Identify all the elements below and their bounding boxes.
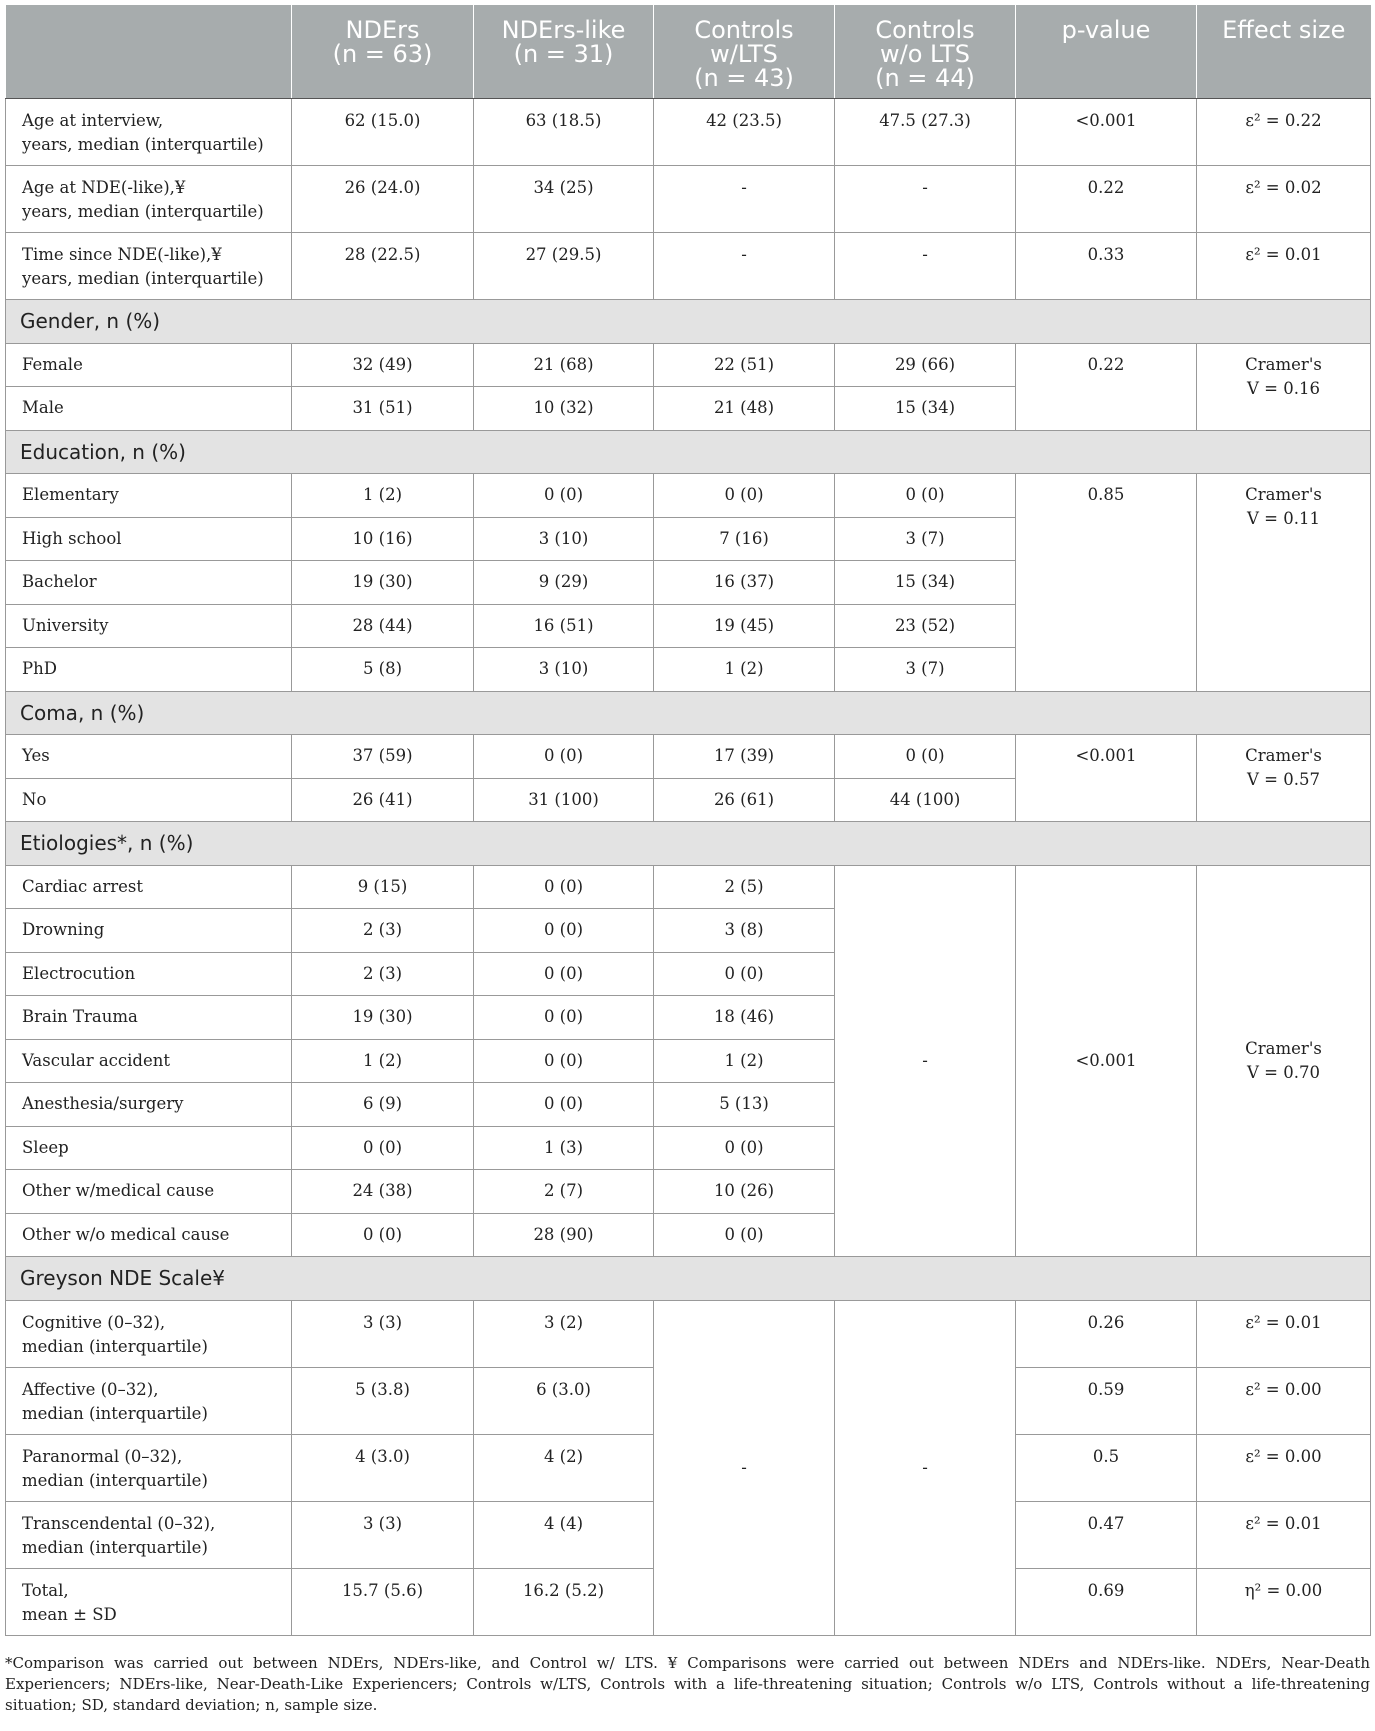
cell: 0.33 (1016, 233, 1197, 300)
cell: 5 (13) (654, 1083, 835, 1127)
cell: 19 (30) (292, 996, 474, 1040)
cell: 4 (3.0) (292, 1434, 474, 1501)
section-title: Etiologies*, n (%) (6, 822, 1371, 866)
cell-effect: Cramer's V = 0.16 (1197, 343, 1371, 430)
cell-effect: ε² = 0.01 (1197, 1501, 1371, 1568)
row-label: Brain Trauma (6, 996, 292, 1040)
cell: 3 (7) (835, 648, 1016, 692)
cell: 3 (10) (474, 648, 654, 692)
cell: 17 (39) (654, 735, 835, 779)
cell: 0 (0) (654, 1213, 835, 1257)
cell: 24 (38) (292, 1170, 474, 1214)
section-title: Education, n (%) (6, 430, 1371, 474)
cell: 0 (0) (474, 865, 654, 909)
cell: 3 (8) (654, 909, 835, 953)
row-label: Age at NDE(-like),¥ years, median (interquartile) (6, 166, 292, 233)
row-label: Bachelor (6, 561, 292, 605)
cell: 0 (0) (654, 952, 835, 996)
cell: 0 (0) (835, 735, 1016, 779)
cell: 10 (32) (474, 387, 654, 431)
cell: 0 (0) (474, 1039, 654, 1083)
cell-pvalue: <0.001 (1016, 735, 1197, 822)
row-label: Cognitive (0–32), median (interquartile) (6, 1300, 292, 1367)
cell-effect: Cramer's V = 0.57 (1197, 735, 1371, 822)
cell: ε² = 0.22 (1197, 99, 1371, 166)
cell: 16 (37) (654, 561, 835, 605)
cell: 28 (90) (474, 1213, 654, 1257)
cell: - (654, 166, 835, 233)
cell: 2 (3) (292, 952, 474, 996)
cell: 1 (2) (654, 1039, 835, 1083)
cell: 0 (0) (474, 909, 654, 953)
cell: 26 (24.0) (292, 166, 474, 233)
cell: 0 (0) (474, 952, 654, 996)
cell: 5 (3.8) (292, 1367, 474, 1434)
cell: 26 (41) (292, 778, 474, 822)
row-label: Drowning (6, 909, 292, 953)
table-row (6, 865, 1371, 909)
row-label: High school (6, 517, 292, 561)
row-label: Female (6, 343, 292, 387)
table-row (6, 1300, 1371, 1367)
table-row (6, 233, 1371, 300)
cell: 0 (0) (654, 474, 835, 518)
row-label: Other w/medical cause (6, 1170, 292, 1214)
cell: 15 (34) (835, 387, 1016, 431)
header-nders: NDErs (n = 63) (292, 5, 474, 99)
row-label: Anesthesia/surgery (6, 1083, 292, 1127)
cell-pvalue: 0.22 (1016, 343, 1197, 430)
section-header-gender (6, 300, 1371, 344)
section-title: Gender, n (%) (6, 300, 1371, 344)
demographics-table (5, 5, 1371, 1636)
header-controls-lts: Controls w/LTS (n = 43) (654, 5, 835, 99)
cell: 16 (51) (474, 604, 654, 648)
row-label: Elementary (6, 474, 292, 518)
cell: 63 (18.5) (474, 99, 654, 166)
cell: 0.22 (1016, 166, 1197, 233)
cell: 6 (3.0) (474, 1367, 654, 1434)
cell: 44 (100) (835, 778, 1016, 822)
section-title: Coma, n (%) (6, 691, 1371, 735)
cell: 22 (51) (654, 343, 835, 387)
cell: 0 (0) (292, 1213, 474, 1257)
cell: 0 (0) (474, 996, 654, 1040)
row-label: Vascular accident (6, 1039, 292, 1083)
cell-pvalue: 0.5 (1016, 1434, 1197, 1501)
cell: ε² = 0.01 (1197, 233, 1371, 300)
cell: 1 (2) (292, 1039, 474, 1083)
header-effect-size: Effect size (1197, 5, 1371, 99)
row-label: University (6, 604, 292, 648)
cell: 0 (0) (835, 474, 1016, 518)
section-header-greyson (6, 1257, 1371, 1301)
header-controls-no-lts: Controls w/o LTS (n = 44) (835, 5, 1016, 99)
cell-effect: Cramer's V = 0.70 (1197, 865, 1371, 1257)
table-footnote: *Comparison was carried out between NDErs, NDErs-like, and Control w/ LTS. ¥ Comparisons were carried out between NDErs and NDErs-like. NDErs, Near-Death Experiencers; NDErs-like, Near-Death-Like Experiencers; Controls w/LTS, Controls with a life-threatening situation; Controls w/o LTS, Controls without a life-threatening situation; SD, standard deviation; n, sample size. (5, 1654, 1370, 1714)
cell: 15 (34) (835, 561, 1016, 605)
cell: 2 (5) (654, 865, 835, 909)
cell: 9 (15) (292, 865, 474, 909)
cell: 34 (25) (474, 166, 654, 233)
row-label: Electrocution (6, 952, 292, 996)
cell-effect: ε² = 0.00 (1197, 1367, 1371, 1434)
cell: 1 (3) (474, 1126, 654, 1170)
cell-effect: ε² = 0.00 (1197, 1434, 1371, 1501)
row-label: Sleep (6, 1126, 292, 1170)
cell-controls-no-lts: - (835, 865, 1016, 1257)
header-row (6, 5, 1371, 99)
cell: 1 (2) (654, 648, 835, 692)
cell: 18 (46) (654, 996, 835, 1040)
cell: 3 (3) (292, 1501, 474, 1568)
row-label: Other w/o medical cause (6, 1213, 292, 1257)
table-row (6, 166, 1371, 233)
cell: <0.001 (1016, 99, 1197, 166)
row-label: Total, mean ± SD (6, 1568, 292, 1635)
table-row (6, 735, 1371, 779)
cell: 19 (30) (292, 561, 474, 605)
cell-effect: Cramer's V = 0.11 (1197, 474, 1371, 692)
cell: 15.7 (5.6) (292, 1568, 474, 1635)
cell: 26 (61) (654, 778, 835, 822)
header-pvalue: p-value (1016, 5, 1197, 99)
cell: 0 (0) (654, 1126, 835, 1170)
cell-pvalue: 0.69 (1016, 1568, 1197, 1635)
cell-effect: η² = 0.00 (1197, 1568, 1371, 1635)
cell-effect: ε² = 0.01 (1197, 1300, 1371, 1367)
cell: 62 (15.0) (292, 99, 474, 166)
cell: 32 (49) (292, 343, 474, 387)
cell: 10 (16) (292, 517, 474, 561)
cell: 0 (0) (292, 1126, 474, 1170)
cell: 9 (29) (474, 561, 654, 605)
cell: 19 (45) (654, 604, 835, 648)
row-label: Yes (6, 735, 292, 779)
cell: - (835, 166, 1016, 233)
table-row (6, 474, 1371, 518)
cell: 3 (2) (474, 1300, 654, 1367)
row-label: Male (6, 387, 292, 431)
header-empty (6, 5, 292, 99)
row-label: Cardiac arrest (6, 865, 292, 909)
cell: 47.5 (27.3) (835, 99, 1016, 166)
cell: 42 (23.5) (654, 99, 835, 166)
section-title: Greyson NDE Scale¥ (6, 1257, 1371, 1301)
cell: 6 (9) (292, 1083, 474, 1127)
cell: 5 (8) (292, 648, 474, 692)
cell: 16.2 (5.2) (474, 1568, 654, 1635)
cell-pvalue: <0.001 (1016, 865, 1197, 1257)
cell: 29 (66) (835, 343, 1016, 387)
cell: 28 (44) (292, 604, 474, 648)
cell: 27 (29.5) (474, 233, 654, 300)
row-label: Paranormal (0–32), median (interquartile) (6, 1434, 292, 1501)
cell: 0 (0) (474, 735, 654, 779)
cell: 4 (2) (474, 1434, 654, 1501)
cell: - (835, 233, 1016, 300)
row-label: Transcendental (0–32), median (interquartile) (6, 1501, 292, 1568)
row-label: No (6, 778, 292, 822)
cell-pvalue: 0.59 (1016, 1367, 1197, 1434)
cell: 23 (52) (835, 604, 1016, 648)
cell: 2 (7) (474, 1170, 654, 1214)
cell: 0 (0) (474, 474, 654, 518)
cell: 3 (10) (474, 517, 654, 561)
cell: ε² = 0.02 (1197, 166, 1371, 233)
cell: 2 (3) (292, 909, 474, 953)
row-label: Age at interview, years, median (interquartile) (6, 99, 292, 166)
row-label: Affective (0–32), median (interquartile) (6, 1367, 292, 1434)
cell-controls-no-lts: - (835, 1300, 1016, 1635)
cell: 21 (48) (654, 387, 835, 431)
table-row (6, 343, 1371, 387)
cell: 3 (7) (835, 517, 1016, 561)
cell: 37 (59) (292, 735, 474, 779)
cell-controls-lts: - (654, 1300, 835, 1635)
section-header-education (6, 430, 1371, 474)
header-nders-like: NDErs-like (n = 31) (474, 5, 654, 99)
cell: 7 (16) (654, 517, 835, 561)
section-header-etiologies (6, 822, 1371, 866)
cell: 31 (51) (292, 387, 474, 431)
cell: 28 (22.5) (292, 233, 474, 300)
cell-pvalue: 0.47 (1016, 1501, 1197, 1568)
cell: 31 (100) (474, 778, 654, 822)
table-row (6, 99, 1371, 166)
cell: 1 (2) (292, 474, 474, 518)
cell: - (654, 233, 835, 300)
cell: 4 (4) (474, 1501, 654, 1568)
cell: 3 (3) (292, 1300, 474, 1367)
cell: 10 (26) (654, 1170, 835, 1214)
row-label: PhD (6, 648, 292, 692)
section-header-coma (6, 691, 1371, 735)
cell: 21 (68) (474, 343, 654, 387)
cell: 0 (0) (474, 1083, 654, 1127)
cell-pvalue: 0.26 (1016, 1300, 1197, 1367)
row-label: Time since NDE(-like),¥ years, median (interquartile) (6, 233, 292, 300)
cell-pvalue: 0.85 (1016, 474, 1197, 692)
